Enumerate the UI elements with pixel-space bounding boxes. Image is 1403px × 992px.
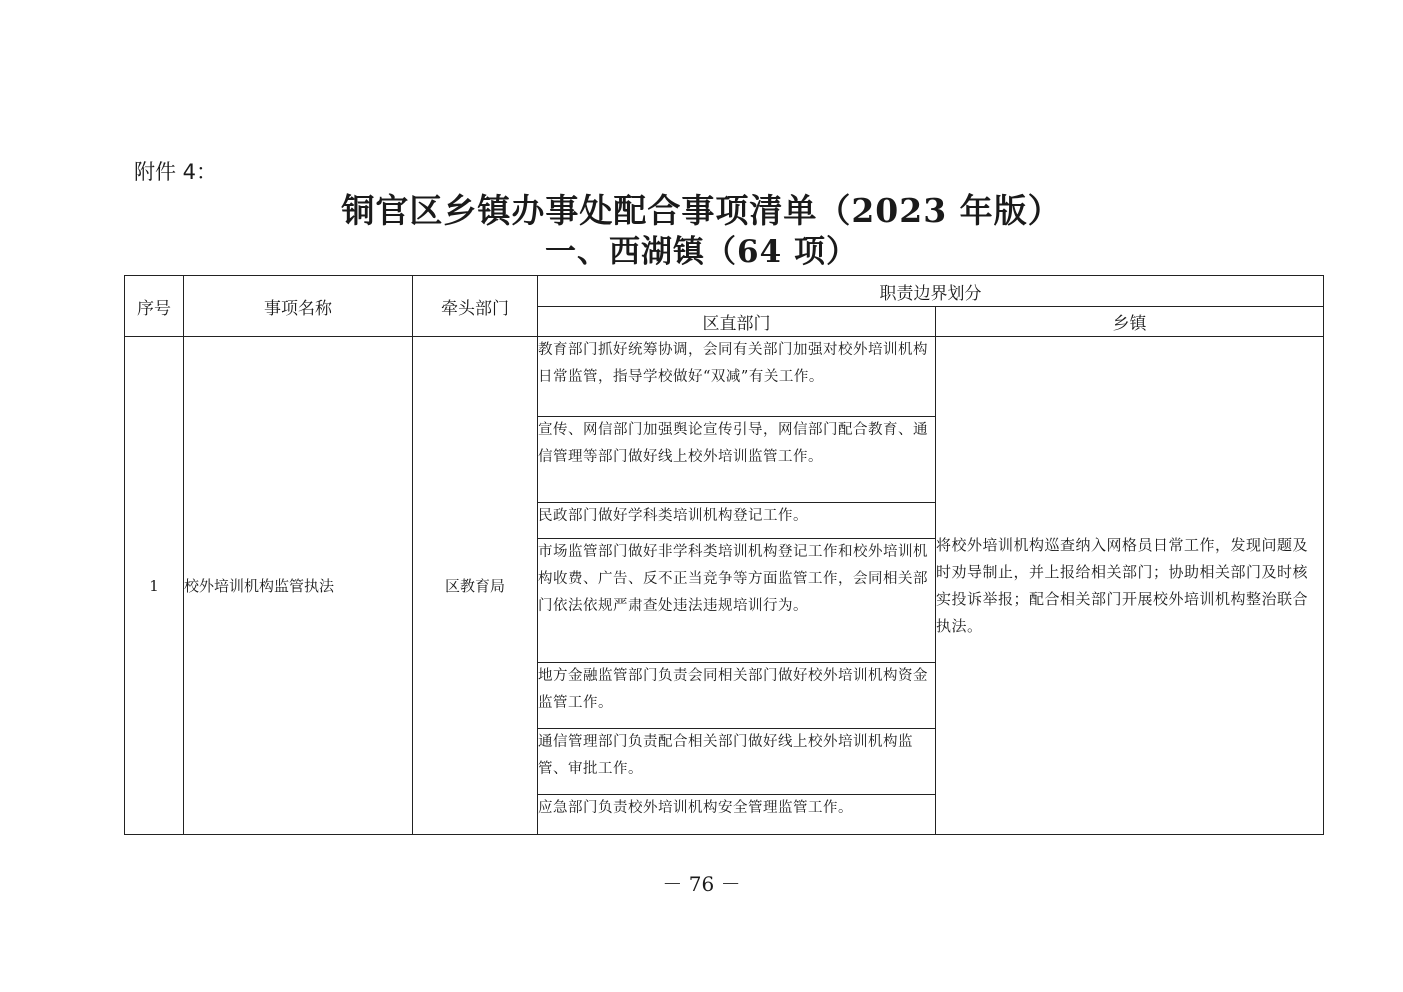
district-duty-market-supervision: 市场监管部门做好非学科类培训机构登记工作和校外培训机构收费、广告、反不正当竞争等方面监管工作，会同相关部门依法依规严肃查处违法违规培训行为。 [538,539,936,663]
header-seq: 序号 [125,276,184,337]
page-number: － 76 － [662,872,741,896]
table-row [125,337,1324,417]
attachment-label: 附件 4： [134,160,218,184]
district-duty-civil-affairs: 民政部门做好学科类培训机构登记工作。 [538,503,936,539]
row-item-name: 校外培训机构监管执法 [184,337,413,835]
header-row-1 [125,276,1324,307]
header-district-dept: 区直部门 [538,307,936,337]
document-title: 铜官区乡镇办事处配合事项清单（2023 年版） [341,191,1062,230]
matters-table [124,275,1324,835]
township-duty: 将校外培训机构巡查纳入网格员日常工作，发现问题及时劝导制止，并上报给相关部门；协助相关部门及时核实投诉举报；配合相关部门开展校外培训机构整治联合执法。 [936,337,1324,835]
row-seq: 1 [125,337,184,835]
district-duty-education: 教育部门抓好统筹协调，会同有关部门加强对校外培训机构日常监管，指导学校做好“双减”有关工作。 [538,337,936,417]
document-subtitle: 一、西湖镇（64 项） [545,234,858,270]
header-township: 乡镇 [936,307,1324,337]
header-lead-dept: 牵头部门 [413,276,538,337]
header-item-name: 事项名称 [184,276,413,337]
row-lead-dept: 区教育局 [413,337,538,835]
district-duty-emergency: 应急部门负责校外培训机构安全管理监管工作。 [538,795,936,835]
header-boundary: 职责边界划分 [538,276,1324,307]
district-duty-finance: 地方金融监管部门负责会同相关部门做好校外培训机构资金监管工作。 [538,663,936,729]
district-duty-communications: 通信管理部门负责配合相关部门做好线上校外培训机构监管、审批工作。 [538,729,936,795]
district-duty-publicity: 宣传、网信部门加强舆论宣传引导，网信部门配合教育、通信管理等部门做好线上校外培训监管工作。 [538,417,936,503]
